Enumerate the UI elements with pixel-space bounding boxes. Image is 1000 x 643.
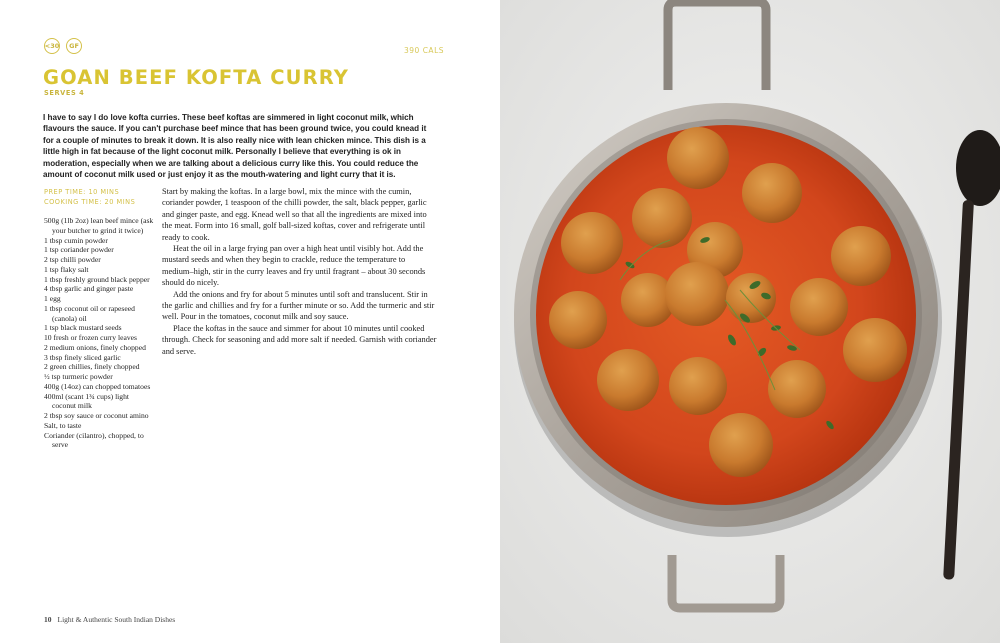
kofta-ball — [790, 278, 848, 336]
recipe-intro: I have to say I do love kofta curries. These beef koftas are simmered in light coconut milk, which flavours the sauce. If you can't purchase beef mince that has been ground twice, you could knead it for a couple of minutes to break it down. It is also really nice with lean chicken mince. This dish is a little high in fat because of the light coconut milk. Personally I believe that everything is ok in moderation, especially when we are talking about a delicious curry like this. You could reduce the amount of coconut milk used or just enjoy it as the mouth-watering and light curry that it is. — [43, 113, 427, 180]
ingredient-item: 1 tsp coriander powder — [44, 245, 114, 255]
kofta-ball — [843, 318, 907, 382]
ingredient-item: 1 tbsp coconut oil or rapeseed (canola) oil — [44, 303, 135, 323]
method-step: Place the koftas in the sauce and simmer for about 10 minutes until cooked through. Check for seasoning and add more salt if needed. Garnish with coriander and serve. — [162, 323, 437, 356]
ingredient-item: 2 tbsp soy sauce or coconut amino — [44, 411, 149, 420]
kofta-ball — [549, 291, 607, 349]
kofta-ball — [667, 127, 729, 189]
gluten-free-badge: GF — [66, 38, 82, 54]
method-step: Heat the oil in a large frying pan over a high heat until visibly hot. Add the mustard seeds and when they begin to crackle, reduce the temperature to medium–high, stir in the curry leaves and fry until fragrant – about 30 seconds should do nicely. — [162, 244, 426, 288]
kofta-ball — [669, 357, 727, 415]
prep-time: PREP TIME: 10 MINS — [44, 188, 120, 196]
ingredient-item: 400ml (scant 1¾ cups) light coconut milk — [44, 391, 129, 411]
method-step: Start by making the koftas. In a large bowl, mix the mince with the cumin, coriander powder, 1 teaspoon of the chilli powder, the salt, black pepper, garlic and ginger paste, and egg. Knead well so that all the ingredients are mixed into the meat. Form into 16 small, golf ball-sized koftas, cover and refrigerate until ready to cook. — [162, 187, 427, 242]
ingredient-item: 2 tsp chilli powder — [44, 255, 101, 264]
recipe-title: GOAN BEEF KOFTA CURRY — [43, 66, 350, 89]
kofta-ball — [665, 262, 729, 326]
ingredient-item: Salt, to taste — [44, 420, 82, 430]
ingredient-item: 1 tsp flaky salt — [44, 264, 89, 274]
calories-label: 390 CALS — [404, 46, 445, 55]
diet-badges — [44, 38, 82, 54]
page-number: 10 — [44, 615, 52, 624]
kofta-ball — [709, 413, 773, 477]
ingredient-item: 500g (1lb 2oz) lean beef mince (ask your butcher to grind it twice) — [44, 216, 154, 235]
ingredient-item: ½ tsp turmeric powder — [44, 372, 113, 381]
ingredients-list — [44, 216, 154, 450]
cooking-time: COOKING TIME: 20 MINS — [44, 197, 136, 206]
method-section — [162, 186, 438, 357]
serves-label: SERVES 4 — [44, 89, 85, 97]
time-info — [44, 188, 135, 207]
kofta-curry-photo — [500, 0, 1000, 643]
kofta-ball — [831, 226, 891, 286]
ingredient-item: 4 tbsp garlic and ginger paste — [44, 284, 134, 294]
ingredient-item: 1 tsp black mustard seeds — [44, 323, 122, 333]
kofta-ball — [742, 163, 802, 223]
kofta-ball — [768, 360, 826, 418]
under-30-mins-badge: <30 — [44, 38, 60, 54]
ingredient-item: 10 fresh or frozen curry leaves — [44, 333, 137, 342]
ingredient-item: 1 tbsp cumin powder — [44, 235, 108, 245]
page-footer — [44, 615, 175, 624]
ingredient-item: 400g (14oz) can chopped tomatoes — [44, 381, 151, 391]
method-step: Add the onions and fry for about 5 minutes until soft and translucent. Stir in the garlic and chillies and fry for a further minute or so. Add the turmeric and stir well. Pour in the tomatoes, coconut milk and soy sauce. — [162, 289, 435, 322]
ingredient-item: 3 tbsp finely sliced garlic — [44, 352, 121, 362]
ingredient-item: 1 tbsp freshly ground black pepper — [44, 274, 150, 284]
ingredient-item: 1 egg — [44, 294, 61, 303]
ingredient-item: 2 medium onions, finely chopped — [44, 342, 146, 352]
ingredient-item: Coriander (cilantro), chopped, to serve — [44, 430, 144, 450]
book-title: Light & Authentic South Indian Dishes — [57, 615, 176, 624]
ingredient-item: 2 green chillies, finely chopped — [44, 362, 140, 372]
kofta-ball — [632, 188, 692, 248]
right-page — [500, 0, 1000, 643]
kofta-ball — [561, 212, 623, 274]
kofta-ball — [597, 349, 659, 411]
